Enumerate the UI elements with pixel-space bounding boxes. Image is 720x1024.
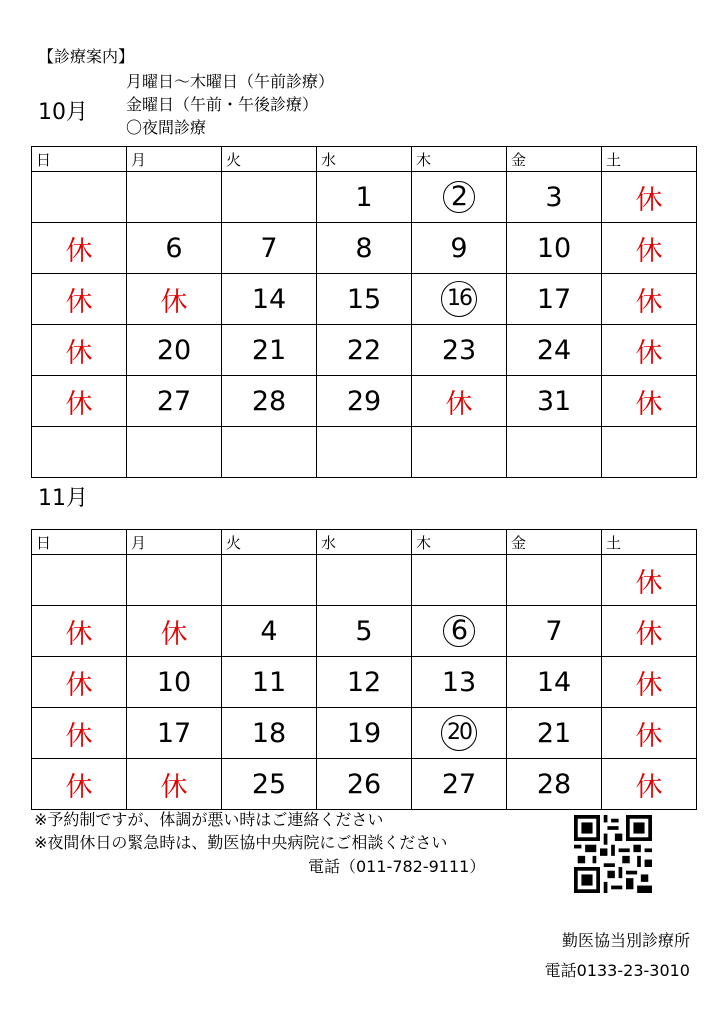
day-number: 27 (156, 385, 192, 417)
weekday-header: 木 (412, 530, 507, 555)
day-cell (317, 708, 412, 759)
day-cell (507, 657, 602, 708)
day-cell (317, 376, 412, 427)
day-number: 17 (156, 717, 192, 749)
closed-day-label: 休 (65, 771, 93, 803)
weekday-header: 日 (32, 147, 127, 172)
day-cell (602, 657, 697, 708)
month-label-october: 10月 (38, 100, 88, 125)
weekday-header: 木 (412, 147, 507, 172)
day-number: 31 (536, 385, 572, 417)
qr-code-icon[interactable] (574, 815, 652, 893)
night-clinic-day: 6 (443, 615, 475, 647)
day-number: 24 (536, 334, 572, 366)
closed-day-label: 休 (635, 235, 663, 267)
day-number: 21 (251, 334, 287, 366)
day-cell (32, 759, 127, 810)
day-cell (127, 708, 222, 759)
day-cell (127, 172, 222, 223)
closed-day-label: 休 (65, 337, 93, 369)
day-cell (412, 708, 507, 759)
day-cell (317, 223, 412, 274)
day-cell (317, 555, 412, 606)
calendar-october (31, 146, 697, 478)
closed-day-label: 休 (160, 618, 188, 650)
closed-day-label: 休 (635, 184, 663, 216)
day-cell (222, 274, 317, 325)
day-cell (507, 274, 602, 325)
closed-day-label: 休 (635, 567, 663, 599)
day-cell (32, 172, 127, 223)
day-number: 13 (441, 666, 477, 698)
weekday-header: 金 (507, 530, 602, 555)
day-cell (412, 325, 507, 376)
closed-day-label: 休 (65, 388, 93, 420)
day-cell (32, 657, 127, 708)
clinic-phone: 電話0133-23-3010 (544, 961, 690, 980)
day-cell (317, 759, 412, 810)
day-cell (507, 555, 602, 606)
day-cell (222, 376, 317, 427)
day-number: 10 (536, 232, 572, 264)
closed-day-label: 休 (635, 669, 663, 701)
calendar-week (32, 555, 697, 606)
weekday-header: 火 (222, 147, 317, 172)
day-cell (602, 708, 697, 759)
weekday-header: 金 (507, 147, 602, 172)
day-number: 14 (536, 666, 572, 698)
day-cell (222, 427, 317, 478)
month-label-november: 11月 (38, 486, 88, 511)
closed-day-label: 休 (635, 720, 663, 752)
day-number: 28 (536, 768, 572, 800)
day-cell (222, 555, 317, 606)
day-cell (317, 606, 412, 657)
calendar-week (32, 325, 697, 376)
day-cell (32, 274, 127, 325)
day-cell (32, 708, 127, 759)
day-cell (317, 274, 412, 325)
day-cell (127, 606, 222, 657)
day-cell (222, 172, 317, 223)
closed-day-label: 休 (65, 720, 93, 752)
day-cell (602, 274, 697, 325)
day-cell (32, 606, 127, 657)
weekday-header: 火 (222, 530, 317, 555)
closed-day-label: 休 (445, 388, 473, 420)
day-number: 11 (251, 666, 287, 698)
notes (34, 808, 447, 854)
day-cell (412, 759, 507, 810)
day-number: 7 (545, 615, 563, 647)
day-number: 5 (355, 615, 373, 647)
day-cell (127, 759, 222, 810)
day-cell (507, 427, 602, 478)
day-cell (127, 427, 222, 478)
closed-day-label: 休 (160, 771, 188, 803)
day-number: 15 (346, 283, 382, 315)
day-cell (32, 223, 127, 274)
day-cell (412, 555, 507, 606)
calendar-week (32, 708, 697, 759)
weekday-header: 日 (32, 530, 127, 555)
closed-day-label: 休 (635, 618, 663, 650)
day-cell (602, 223, 697, 274)
day-number: 1 (355, 181, 373, 213)
closed-day-label: 休 (65, 669, 93, 701)
day-cell (127, 376, 222, 427)
weekday-header: 月 (127, 147, 222, 172)
calendar-week (32, 427, 697, 478)
day-cell (602, 325, 697, 376)
day-number: 26 (346, 768, 382, 800)
day-cell (412, 427, 507, 478)
closed-day-label: 休 (635, 286, 663, 318)
day-number: 17 (536, 283, 572, 315)
day-cell (412, 376, 507, 427)
day-number: 27 (441, 768, 477, 800)
day-number: 6 (165, 232, 183, 264)
day-cell (317, 172, 412, 223)
day-cell (507, 606, 602, 657)
legend (126, 70, 334, 139)
calendar-week (32, 172, 697, 223)
calendar-november (31, 529, 697, 810)
day-number: 20 (156, 334, 192, 366)
day-cell (412, 657, 507, 708)
day-number: 9 (450, 232, 468, 264)
night-clinic-day: 2 (443, 181, 475, 213)
day-number: 29 (346, 385, 382, 417)
day-number: 3 (545, 181, 563, 213)
day-number: 8 (355, 232, 373, 264)
calendar-week (32, 657, 697, 708)
day-cell (412, 274, 507, 325)
day-cell (222, 759, 317, 810)
day-cell (317, 657, 412, 708)
day-cell (507, 325, 602, 376)
day-cell (602, 606, 697, 657)
day-number: 10 (156, 666, 192, 698)
day-number: 18 (251, 717, 287, 749)
day-cell (317, 325, 412, 376)
closed-day-label: 休 (635, 337, 663, 369)
hospital-phone: 電話（011-782-9111） (308, 857, 486, 876)
calendar-week (32, 223, 697, 274)
day-cell (222, 606, 317, 657)
closed-day-label: 休 (635, 771, 663, 803)
day-number: 12 (346, 666, 382, 698)
note-emergency: ※夜間休日の緊急時は、勤医協中央病院にご相談ください (34, 833, 448, 852)
day-number: 4 (260, 615, 278, 647)
legend-night: 〇夜間診療 (126, 118, 207, 137)
page-title: 【診療案内】 (38, 47, 135, 66)
day-number: 25 (251, 768, 287, 800)
legend-fri: 金曜日（午前・午後診療） (126, 95, 319, 114)
weekday-header: 月 (127, 530, 222, 555)
note-reservation: ※予約制ですが、体調が悪い時はご連絡ください (34, 810, 384, 829)
day-cell (32, 555, 127, 606)
weekday-header: 土 (602, 530, 697, 555)
day-cell (507, 759, 602, 810)
day-cell (32, 325, 127, 376)
day-cell (32, 376, 127, 427)
day-cell (412, 223, 507, 274)
weekday-header: 水 (317, 530, 412, 555)
day-cell (127, 274, 222, 325)
day-cell (127, 657, 222, 708)
closed-day-label: 休 (65, 235, 93, 267)
day-number: 23 (441, 334, 477, 366)
day-cell (507, 708, 602, 759)
day-number: 22 (346, 334, 382, 366)
day-cell (127, 555, 222, 606)
day-cell (412, 172, 507, 223)
weekday-header: 水 (317, 147, 412, 172)
day-number: 14 (251, 283, 287, 315)
day-cell (127, 325, 222, 376)
calendar-week (32, 274, 697, 325)
day-number: 19 (346, 717, 382, 749)
weekday-header: 土 (602, 147, 697, 172)
calendar-week (32, 376, 697, 427)
closed-day-label: 休 (160, 286, 188, 318)
day-cell (602, 555, 697, 606)
closed-day-label: 休 (65, 286, 93, 318)
day-cell (602, 172, 697, 223)
day-cell (507, 172, 602, 223)
day-cell (32, 427, 127, 478)
day-cell (222, 223, 317, 274)
day-number: 21 (536, 717, 572, 749)
day-number: 7 (260, 232, 278, 264)
closed-day-label: 休 (635, 388, 663, 420)
day-cell (317, 427, 412, 478)
legend-mon-thu: 月曜日〜木曜日（午前診療） (126, 72, 335, 91)
day-cell (222, 657, 317, 708)
calendar-week (32, 606, 697, 657)
day-cell (507, 376, 602, 427)
night-clinic-day: 20 (441, 715, 477, 751)
day-cell (602, 427, 697, 478)
clinic-name: 勤医協当別診療所 (561, 931, 690, 950)
day-number: 28 (251, 385, 287, 417)
calendar-week (32, 759, 697, 810)
day-cell (602, 376, 697, 427)
day-cell (222, 325, 317, 376)
closed-day-label: 休 (65, 618, 93, 650)
day-cell (222, 708, 317, 759)
night-clinic-day: 16 (441, 281, 477, 317)
day-cell (602, 759, 697, 810)
day-cell (412, 606, 507, 657)
day-cell (507, 223, 602, 274)
day-cell (127, 223, 222, 274)
